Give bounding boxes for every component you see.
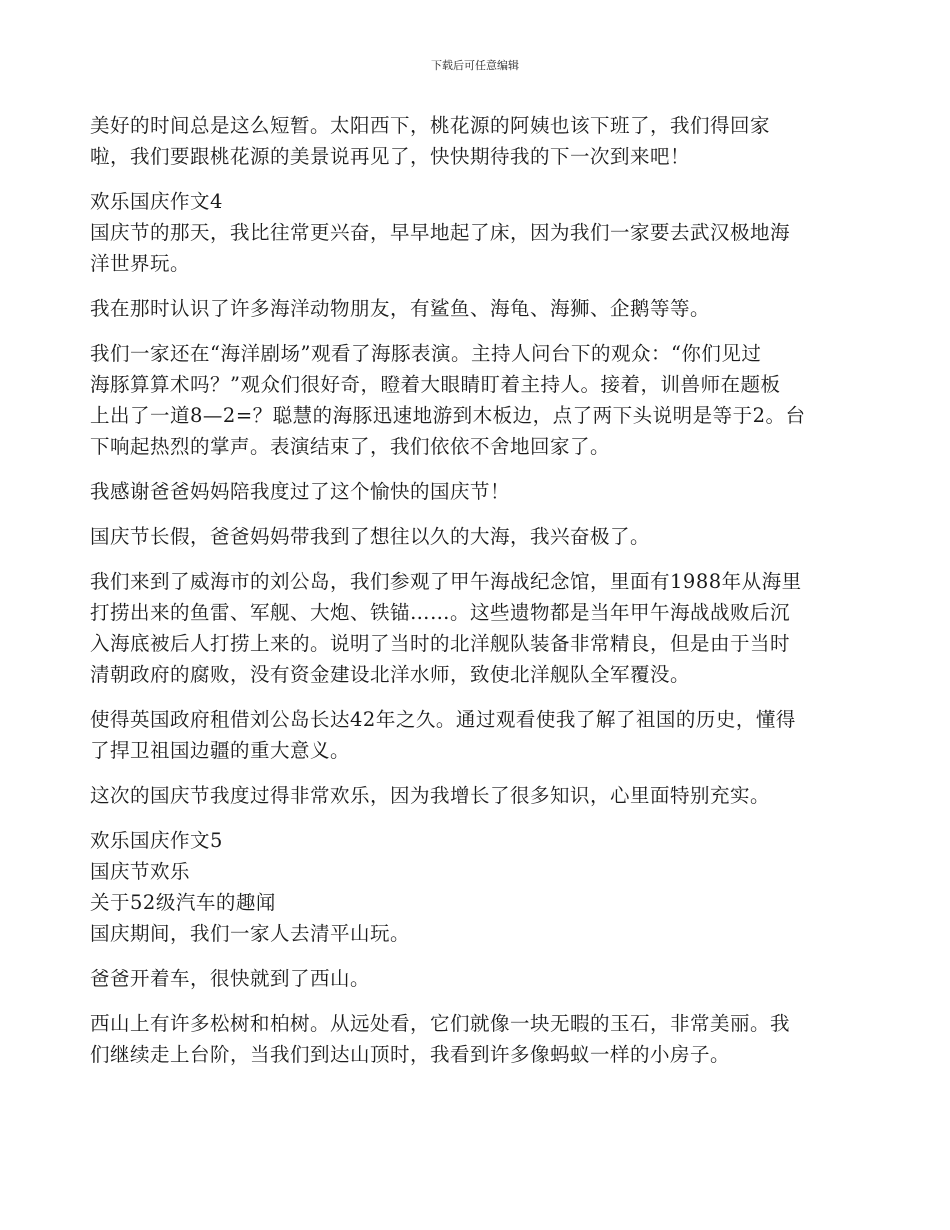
paragraph: 国庆节长假，爸爸妈妈带我到了想往以久的大海，我兴奋极了。 <box>90 525 651 548</box>
document-body <box>90 110 870 1084</box>
paragraph: 我们一家还在“海洋剧场”观看了海豚表演。主持人问台下的观众：“你们见过 海豚算算术吗？”观众们很好奇，瞪着大眼睛盯着主持人。接着，训兽师在题板 上出了一道8—2=？聪慧的海豚迅速地游到木板边，点了两下头说明是等于2。台 下响起热烈的掌声。表演结束了，我们依依不舍地回家了。 <box>90 342 806 458</box>
paragraph: 我在那时认识了许多海洋动物朋友，有鲨鱼、海龟、海狮、企鹅等等。 <box>90 297 711 320</box>
paragraph: 这次的国庆节我度过得非常欢乐，因为我增长了很多知识，心里面特别充实。 <box>90 784 771 807</box>
paragraph: 使得英国政府租借刘公岛长达42年之久。通过观看使我了解了祖国的历史，懂得 了捍卫祖国边疆的重大意义。 <box>90 708 796 762</box>
section-heading: 欢乐国庆作文4 <box>90 190 223 213</box>
section-heading: 欢乐国庆作文5 <box>90 829 223 852</box>
subtitle: 关于52级汽车的趣闻 <box>90 891 276 914</box>
paragraph: 国庆节的那天，我比往常更兴奋，早早地起了床，因为我们一家要去武汉极地海 洋世界玩。 <box>90 221 791 275</box>
subtitle: 国庆节欢乐 <box>90 860 191 883</box>
page-header: 下载后可任意编辑 <box>431 59 519 72</box>
paragraph: 我感谢爸爸妈妈陪我度过了这个愉快的国庆节！ <box>90 480 511 503</box>
paragraph: 美好的时间总是这么短暂。太阳西下，桃花源的阿姨也该下班了，我们得回家 啦，我们要跟桃花源的美景说再见了，快快期待我的下一次到来吧！ <box>90 114 771 168</box>
paragraph: 国庆期间，我们一家人去清平山玩。 <box>90 922 411 945</box>
paragraph: 西山上有许多松树和柏树。从远处看，它们就像一块无暇的玉石，非常美丽。我 们继续走上台阶，当我们到达山顶时，我看到许多像蚂蚁一样的小房子。 <box>90 1012 791 1066</box>
paragraph: 爸爸开着车，很快就到了西山。 <box>90 967 371 990</box>
paragraph: 我们来到了威海市的刘公岛，我们参观了甲午海战纪念馆，里面有1988年从海里 打捞出来的鱼雷、军舰、大炮、铁锚……。这些遗物都是当年甲午海战战败后沉 入海底被后人打捞上来的。说明了当时的北洋舰队装备非常精良，但是由于当时 清朝政府的腐败，没有资金建设北洋水师，致使北洋舰队全军覆没。 <box>90 570 802 686</box>
